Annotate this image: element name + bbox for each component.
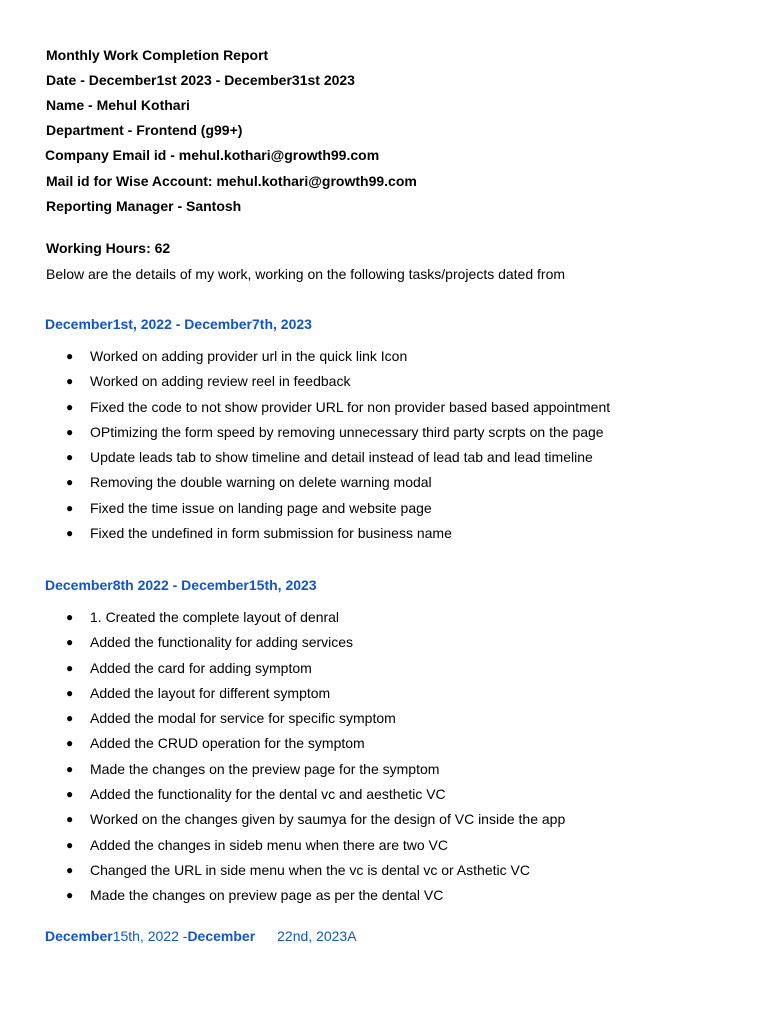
bullet-icon: ● [66, 888, 74, 903]
heading-part-4: 22nd, 2023A [277, 928, 357, 944]
bullet-icon: ● [66, 526, 74, 541]
bullet-icon: ● [66, 475, 74, 490]
wise-email: Mail id for Wise Account: mehul.kothari@growth99.com [46, 173, 417, 189]
intro-text: Below are the details of my work, working on the following tasks/projects dated from [46, 266, 566, 282]
bullet-icon: ● [66, 635, 74, 650]
bullet-icon: ● [66, 812, 74, 827]
employee-name: Name - Mehul Kothari [46, 97, 190, 113]
heading-part-1: December [45, 928, 113, 944]
heading-part-3: December [187, 928, 256, 944]
reporting-manager: Reporting Manager - Santosh [46, 198, 242, 214]
bullet-icon: ● [66, 685, 74, 700]
report-title: Monthly Work Completion Report [46, 47, 269, 63]
bullet-icon: ● [66, 787, 74, 802]
bullet-icon: ● [66, 736, 74, 751]
bullet-icon: ● [66, 610, 74, 624]
bullet-icon: ● [66, 374, 74, 389]
bullet-icon: ● [66, 500, 74, 515]
bullet-icon: ● [66, 424, 74, 439]
bullet-icon: ● [66, 660, 74, 675]
bullet-icon: ● [66, 711, 74, 726]
company-email: Company Email id - mehul.kothari@growth99.com [45, 147, 380, 163]
bullet-icon: ● [66, 349, 74, 363]
working-hours: Working Hours: 62 [46, 240, 171, 256]
heading-part-2: 15th, 2022 - [112, 928, 188, 944]
section-heading-2: December8th 2022 - December15th, 2023 [45, 577, 317, 593]
report-date: Date - December1st 2023 - December31st 2023 [46, 72, 355, 88]
bullet-icon: ● [66, 399, 74, 414]
section-heading-3 [45, 927, 357, 945]
bullet-icon: ● [66, 837, 74, 852]
bullet-icon: ● [66, 761, 74, 776]
section-heading-1: December1st, 2022 - December7th, 2023 [45, 316, 312, 332]
report-page: Monthly Work Completion Report Date - December1st 2023 - December31st 2023 Name - Mehul Kothari Department - Frontend (g99+) Company Email id - mehul.kothari@growth99.com Mail id for Wise Account: mehul.kothari@growth99.com Reporting Manager - Santosh Working Hours: 62 Below are the details of my work, working on the following tasks/projects dated from December1st, 2022 - December7th, 2023 ● Worked on adding provider url in the quick link Icon ● Worked on adding review reel in feedback ● Fixed the code to not show provider URL for non provider based based appointment ● OPtimizing the form speed by removing unnecessary third party scrpts on the page ● Update leads tab to show timeline and detail instead of lead tab and lead timeline ● Removing the double warning on delete warning modal ● Fixed the time issue on landing page and website page ● Fixed the undefined in form submission for business name December8th 2022 - December15th, 2023 ● 1. Created the complete layout of denral ● Added the functionality for adding services ● Added the card for adding symptom ● Added the layout for different symptom ● Added the modal for service for specific symptom ● Added the CRUD operation for the symptom ● Made the changes on the preview page for the symptom ● Added the functionality for the dental vc and aesthetic VC ● Worked on the changes given by saumya for the design of VC inside the app ● Added the changes in sideb menu when there are two VC ● Changed the URL in side menu when the vc is dental vc or Asthetic VC ● Made the changes on preview page as per the dental VC December15th, 2022 -December 22nd, 2023A [45, 47, 611, 944]
department: Department - Frontend (g99+) [46, 122, 243, 138]
bullet-icon: ● [66, 450, 74, 465]
bullet-icon: ● [66, 862, 74, 877]
